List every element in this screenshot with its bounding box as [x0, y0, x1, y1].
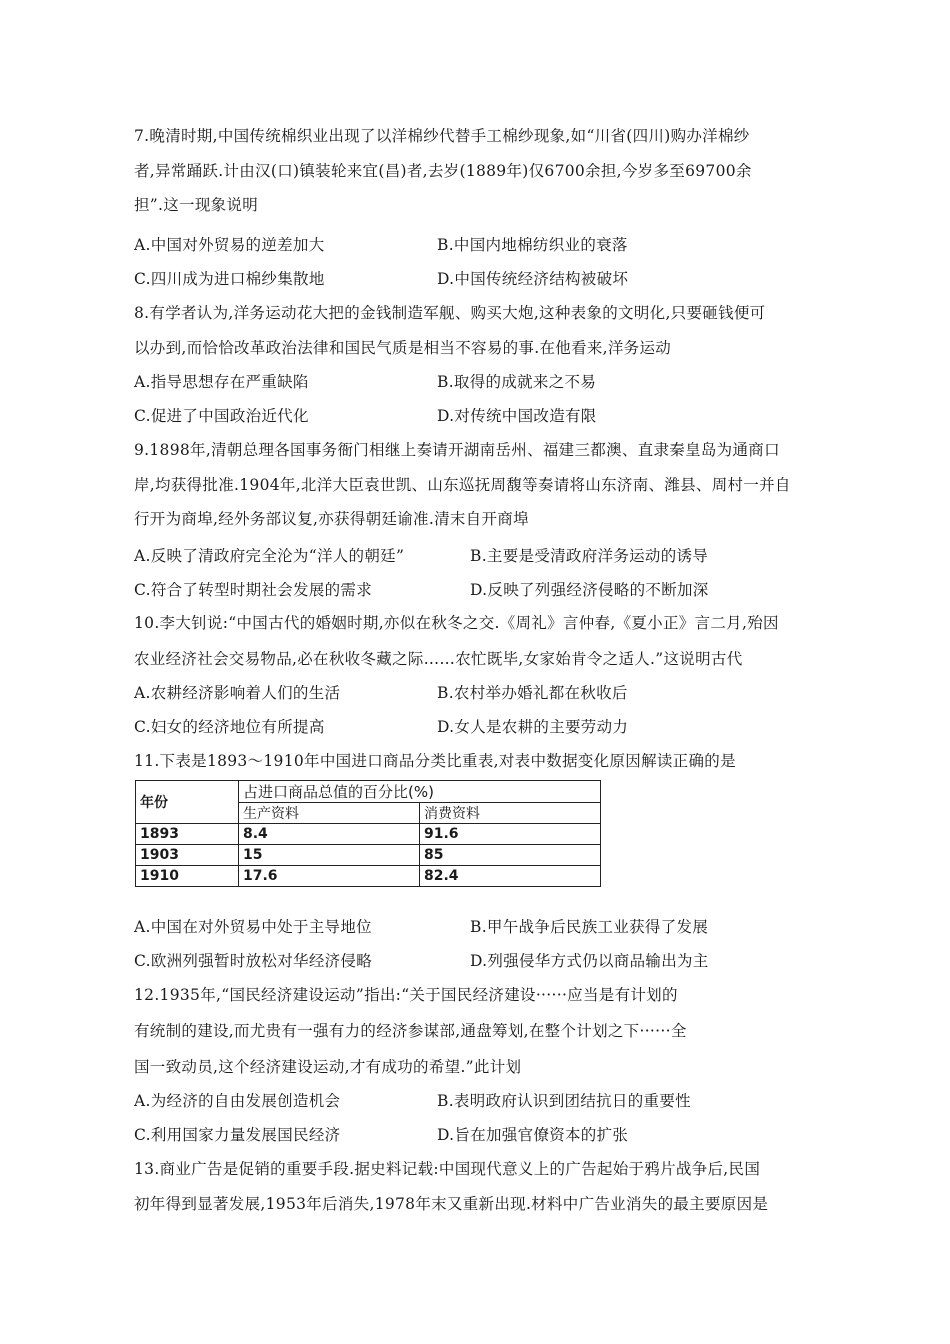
question-10-option-a: A.农耕经济影响着人们的生活 — [134, 684, 341, 702]
question-7-option-a: A.中国对外贸易的逆差加大 — [134, 236, 325, 254]
table-row — [136, 866, 601, 887]
question-8-option-a: A.指导思想存在严重缺陷 — [134, 373, 309, 391]
question-10-option-d: D.女人是农耕的主要劳动力 — [437, 718, 629, 736]
table-header-group: 占进口商品总值的百分比(%) — [239, 781, 601, 803]
table-cell-consumption: 85 — [420, 845, 601, 866]
table-cell-consumption: 82.4 — [420, 866, 601, 887]
question-10-option-b: B.农村举办婚礼都在秋收后 — [437, 684, 628, 702]
question-12-option-d: D.旨在加强官僚资本的扩张 — [437, 1126, 629, 1144]
question-7-option-b: B.中国内地棉纺织业的衰落 — [437, 236, 628, 254]
question-12-option-a: A.为经济的自由发展创造机会 — [134, 1092, 341, 1110]
question-9-line-3: 行开为商埠,经外务部议复,亦获得朝廷谕准.清末自开商埠 — [134, 510, 529, 528]
table-cell-year: 1893 — [136, 824, 239, 845]
table-cell-consumption: 91.6 — [420, 824, 601, 845]
question-8-option-b: B.取得的成就来之不易 — [437, 373, 597, 391]
question-9-line-2: 岸,均获得批准.1904年,北洋大臣袁世凯、山东巡抚周馥等奏请将山东济南、潍县、周村一并自 — [134, 476, 791, 494]
table-cell-production: 8.4 — [239, 824, 420, 845]
question-9-option-c: C.符合了转型时期社会发展的需求 — [134, 581, 373, 599]
table-cell-year: 1910 — [136, 866, 239, 887]
table-header-production: 生产资料 — [239, 803, 420, 824]
question-11-option-a: A.中国在对外贸易中处于主导地位 — [134, 918, 372, 936]
question-11-option-c: C.欧洲列强暂时放松对华经济侵略 — [134, 952, 373, 970]
question-12-line-1: 12.1935年,“国民经济建设运动”指出:“关于国民经济建设······应当是有计划的 — [134, 986, 678, 1004]
question-10-line-2: 农业经济社会交易物品,必在秋收冬藏之际……农忙既毕,女家始肯令之适人.”这说明古代 — [134, 650, 743, 668]
question-10-option-c: C.妇女的经济地位有所提高 — [134, 718, 325, 736]
question-8-option-c: C.促进了中国政治近代化 — [134, 407, 309, 425]
question-12-line-3: 国一致动员,这个经济建设运动,才有成功的希望.”此计划 — [134, 1058, 522, 1076]
question-9-option-a: A.反映了清政府完全沦为“洋人的朝廷” — [134, 547, 405, 565]
question-8-option-d: D.对传统中国改造有限 — [437, 407, 597, 425]
question-9-option-d: D.反映了列强经济侵略的不断加深 — [470, 581, 709, 599]
table-cell-year: 1903 — [136, 845, 239, 866]
question-9-option-b: B.主要是受清政府洋务运动的诱导 — [470, 547, 709, 565]
question-9-line-1: 9.1898年,清朝总理各国事务衙门相继上奏请开湖南岳州、福建三都澳、直隶秦皇岛为通商口 — [134, 441, 780, 459]
question-7-line-2: 者,异常踊跃.计由汉(口)镇装轮来宜(昌)者,去岁(1889年)仅6700余担,今岁多至69700余 — [134, 162, 752, 180]
import-ratio-table — [135, 780, 601, 887]
table-header-consumption: 消费资料 — [420, 803, 601, 824]
question-13-line-1: 13.商业广告是促销的重要手段.据史料记载:中国现代意义上的广告起始于鸦片战争后,民国 — [134, 1160, 761, 1178]
question-11-line-1: 11.下表是1893～1910年中国进口商品分类比重表,对表中数据变化原因解读正确的是 — [134, 752, 736, 770]
table-cell-production: 15 — [239, 845, 420, 866]
question-11-option-b: B.甲午战争后民族工业获得了发展 — [470, 918, 709, 936]
question-10-line-1: 10.李大钊说:“中国古代的婚姻时期,亦似在秋冬之交.《周礼》言仲春,《夏小正》言二月,殆因 — [134, 614, 779, 632]
question-7-line-1: 7.晚清时期,中国传统棉织业出现了以洋棉纱代替手工棉纱现象,如“川省(四川)购办洋棉纱 — [134, 127, 750, 145]
table-row — [136, 845, 601, 866]
table-header-year: 年份 — [136, 781, 239, 824]
question-13-line-2: 初年得到显著发展,1953年后消失,1978年末又重新出现.材料中广告业消失的最主要原因是 — [134, 1195, 769, 1213]
question-7-option-d: D.中国传统经济结构被破坏 — [437, 270, 629, 288]
question-12-option-c: C.利用国家力量发展国民经济 — [134, 1126, 341, 1144]
question-12-option-b: B.表明政府认识到团结抗日的重要性 — [437, 1092, 691, 1110]
question-12-line-2: 有统制的建设,而尤贵有一强有力的经济参谋部,通盘筹划,在整个计划之下······全 — [134, 1022, 687, 1040]
question-11-option-d: D.列强侵华方式仍以商品输出为主 — [470, 952, 709, 970]
question-7-line-3: 担”.这一现象说明 — [134, 196, 259, 214]
table-row — [136, 824, 601, 845]
question-7-option-c: C.四川成为进口棉纱集散地 — [134, 270, 325, 288]
question-8-line-2: 以办到,而恰恰改革政治法律和国民气质是相当不容易的事.在他看来,洋务运动 — [134, 339, 672, 357]
table-cell-production: 17.6 — [239, 866, 420, 887]
question-8-line-1: 8.有学者认为,洋务运动花大把的金钱制造军舰、购买大炮,这种表象的文明化,只要砸钱便可 — [134, 304, 766, 322]
